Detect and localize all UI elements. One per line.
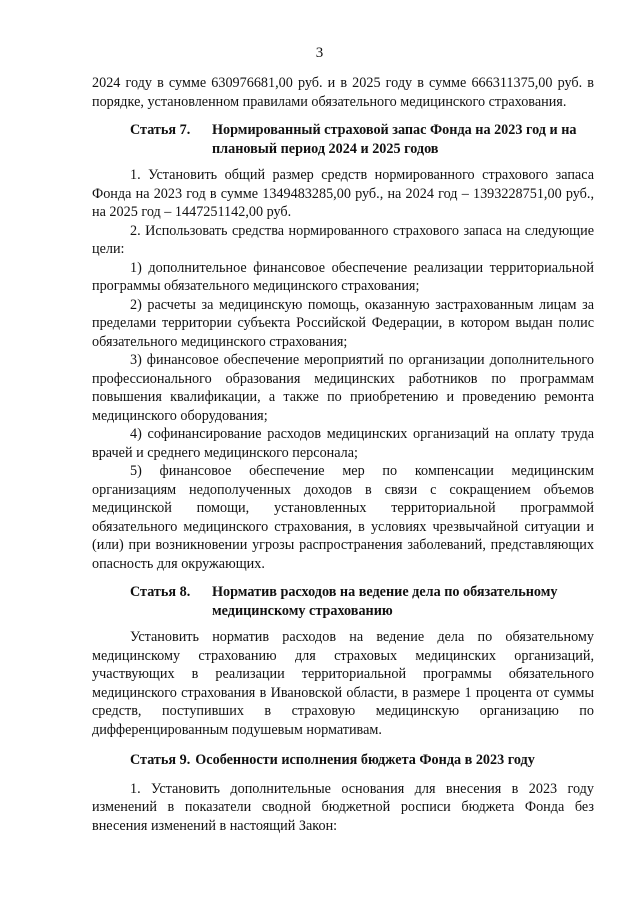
article-7-title: Нормированный страховой запас Фонда на 2023 год и на плановый период 2024 и 2025 годов [212,122,577,157]
article-8-number: Статья 8. [130,584,191,600]
page-number: 3 [315,45,324,61]
article-7-list-item: 5) финансовое обеспечение мер по компенсации медицинским организациям недополученных доходов в связи с сокращением объемов медицинской помощи, установленных территориальной программой обязательного медицинского страхования, в условиях чрезвычайной ситуации и (или) при возникновении угрозы распространения заболеваний, представляющих опасность для окружающих. [92,463,594,572]
article-7-heading [92,121,594,158]
article-9-title: Особенности исполнения бюджета Фонда в 2023 году [195,752,535,768]
article-7-list-item: 4) софинансирование расходов медицинских организаций на оплату труда врачей и среднего медицинского персонала; [92,426,594,461]
article-8-heading [92,583,594,620]
article-7-paragraph: 1. Установить общий размер средств нормированного страхового запаса Фонда на 2023 год в сумме 1349483285,00 руб., на 2024 год – 1393228751,00 руб., на 2025 год – 1447251142,00 руб. [92,167,594,220]
article-7-list-item: 2) расчеты за медицинскую помощь, оказанную застрахованным лицам за пределами территории субъекта Российской Федерации, в котором выдан полис обязательного медицинского страхования; [92,296,594,350]
article-7-paragraph: 2. Использовать средства нормированного страхового запаса на следующие цели: [92,222,594,257]
article-9-paragraph: 1. Установить дополнительные основания для внесения в 2023 году изменений в показатели сводной бюджетной росписи бюджета Фонда без внесения изменений в настоящий Закон: [92,780,594,834]
article-8-paragraph: Установить норматив расходов на ведение дела по обязательному медицинскому страхованию для страховых медицинских организаций, участвующих в реализации территориальной программы обязательного медицинского страхования в Ивановской области, в размере 1 процента от суммы средств, поступивших в страховую медицинскую организацию по дифференцированным подушевым нормативам. [92,629,594,738]
article-8-title: Норматив расходов на ведение дела по обязательному медицинскому страхованию [212,584,558,619]
intro-paragraph: 2024 году в сумме 630976681,00 руб. и в 2025 году в сумме 666311375,00 руб. в порядке, установленном правилами обязательного медицинского страхования. [92,75,594,110]
document-body [92,74,594,835]
article-7-list-item: 3) финансовое обеспечение мероприятий по организации дополнительного профессионального образования медицинских работников по программам повышения квалификации, а также по приобретению и проведению ремонта медицинского оборудования; [92,352,594,424]
article-7-list-item: 1) дополнительное финансовое обеспечение реализации территориальной программы обязательного медицинского страхования; [92,259,594,294]
article-9-number: Статья 9. [130,752,191,768]
article-7-number: Статья 7. [130,122,191,138]
article-9-heading [92,751,594,770]
